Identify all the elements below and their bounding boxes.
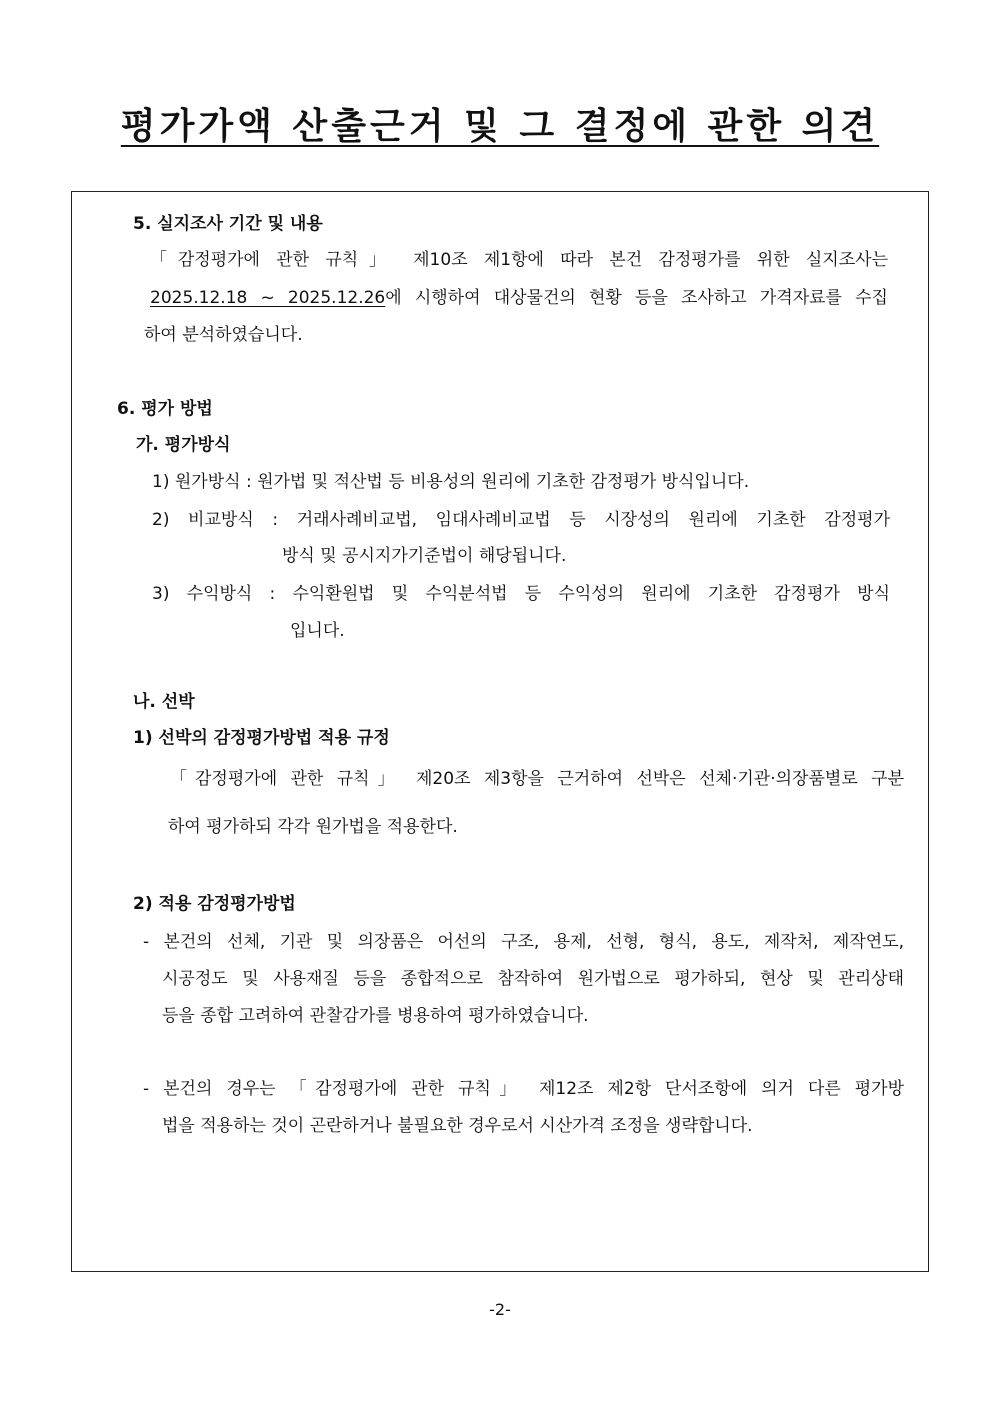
section-5-line-2	[150, 286, 888, 310]
bullet-2-line-1: - 본건의 경우는 「감정평가에 관한 규칙」 제12조 제2항 단서조항에 의거 다른 평가방	[143, 1079, 904, 1099]
section-na-heading: 나. 선박	[133, 692, 195, 712]
section-5-line-2-rest: 에 시행하여 대상물건의 현황 등을 조사하고 가격자료를 수집	[385, 288, 888, 308]
document-title: 평가가액 산출근거 및 그 결정에 관한 의견	[120, 106, 880, 147]
page-number: -2-	[489, 1300, 511, 1319]
method-comparison-line-2: 방식 및 공시지가기준법이 해당됩니다.	[282, 546, 567, 566]
section-6-ga-heading: 가. 평가방식	[136, 435, 231, 455]
bullet-1-line-1: - 본건의 선체, 기관 및 의장품은 어선의 구조, 용제, 선형, 형식, 용도, 제작처, 제작연도,	[143, 932, 904, 952]
method-cost: 1) 원가방식 : 원가법 및 적산법 등 비용성의 원리에 기초한 감정평가 방식입니다.	[152, 472, 750, 492]
bullet-2-line-2: 법을 적용하는 것이 곤란하거나 불필요한 경우로서 시산가격 조정을 생략합니다.	[162, 1116, 753, 1136]
section-6-heading: 6. 평가 방법	[117, 399, 213, 419]
ship-rule-heading: 1) 선박의 감정평가방법 적용 규정	[133, 728, 390, 748]
method-income-line-2: 입니다.	[290, 621, 345, 641]
ship-rule-line-2: 하여 평가하되 각각 원가법을 적용한다.	[168, 817, 458, 837]
survey-period: 2025.12.18 ~ 2025.12.26	[150, 288, 386, 308]
section-5-heading: 5. 실지조사 기간 및 내용	[133, 214, 323, 234]
bullet-1-line-3: 등을 종합 고려하여 관찰감가를 병용하여 평가하였습니다.	[162, 1006, 589, 1026]
ship-rule-line-1: 「감정평가에 관한 규칙」 제20조 제3항을 근거하여 선박은 선체·기관·의장품별로 구분	[170, 769, 904, 789]
section-5-line-3: 하여 분석하였습니다.	[144, 325, 303, 345]
section-5-line-1: 「감정평가에 관한 규칙」 제10조 제1항에 따라 본건 감정평가를 위한 실지조사는	[150, 250, 888, 270]
bullet-1-line-2: 시공정도 및 사용재질 등을 종합적으로 참작하여 원가법으로 평가하되, 현상 및 관리상태	[162, 969, 904, 989]
method-income-line-1: 3) 수익방식 : 수익환원법 및 수익분석법 등 수익성의 원리에 기초한 감정평가 방식	[152, 584, 890, 604]
applied-method-heading: 2) 적용 감정평가방법	[133, 894, 296, 914]
method-comparison-line-1: 2) 비교방식 : 거래사례비교법, 임대사례비교법 등 시장성의 원리에 기초한 감정평가	[152, 510, 890, 530]
